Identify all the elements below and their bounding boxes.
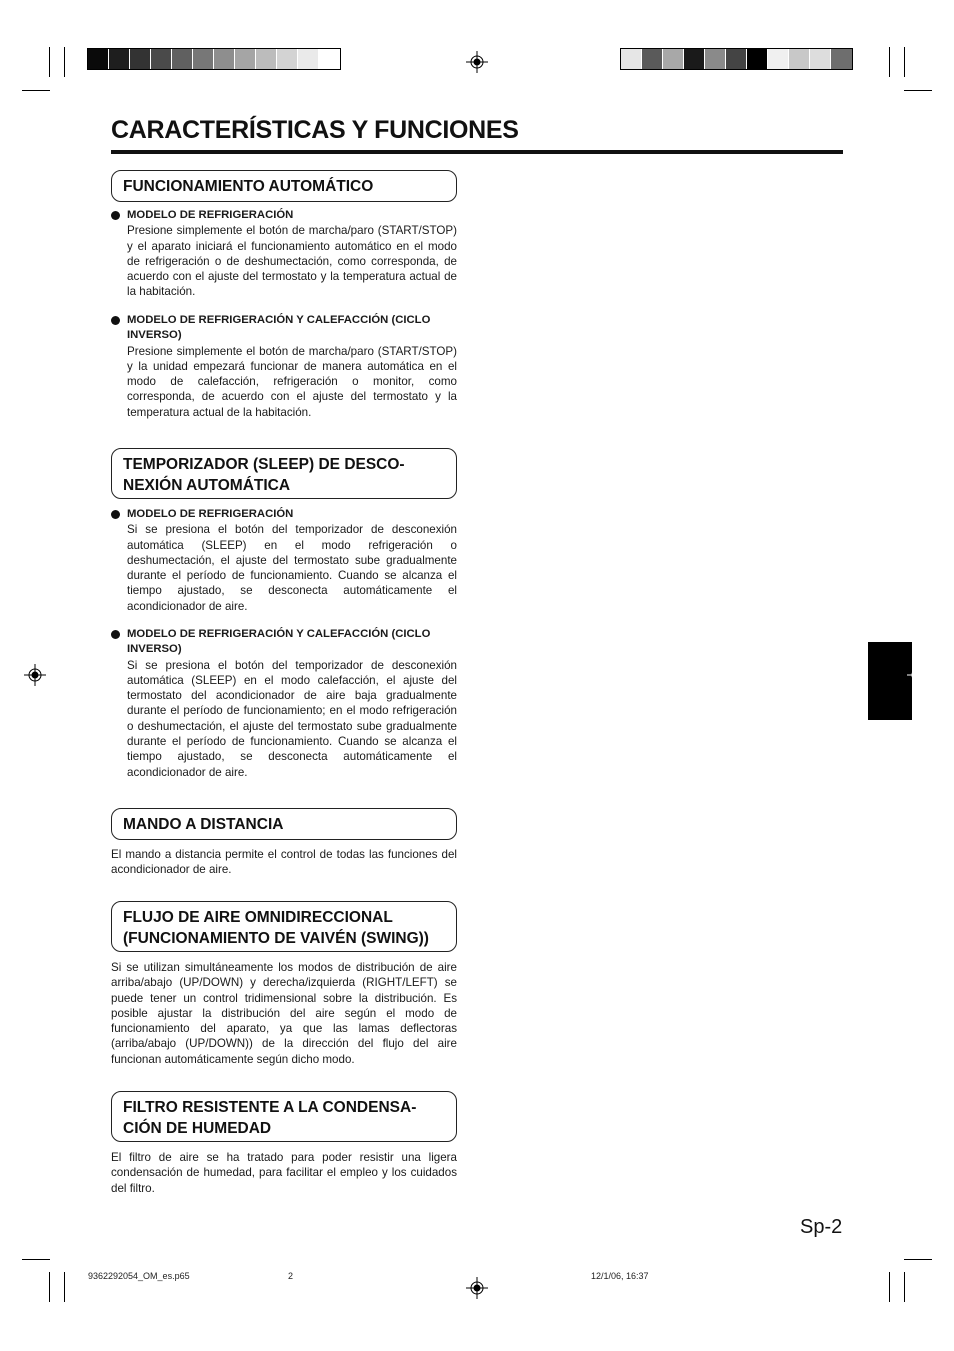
- color-swatch: [214, 49, 235, 69]
- crop-mark: [904, 90, 932, 91]
- section-heading-line: CIÓN DE HUMEDAD: [123, 1120, 272, 1137]
- color-swatch: [109, 49, 130, 69]
- section-heading-line: TEMPORIZADOR (SLEEP) DE DESCO-: [123, 456, 405, 473]
- bullet-heading: [111, 313, 457, 344]
- bullet-dot-icon: [111, 510, 120, 519]
- registration-mark-icon: [466, 1277, 488, 1299]
- color-swatch: [642, 49, 663, 69]
- crop-mark: [22, 1259, 50, 1260]
- bullet-heading-text: MODELO DE REFRIGERACIÓN: [127, 209, 294, 221]
- color-swatch: [130, 49, 151, 69]
- color-swatch: [256, 49, 277, 69]
- bullet-item: [111, 313, 457, 420]
- page-number: Sp-2: [800, 1216, 843, 1238]
- registration-mark-icon: [907, 664, 929, 686]
- section-heading-line: NEXIÓN AUTOMÁTICA: [123, 477, 291, 494]
- footer-date: 12/1/06, 16:37: [591, 1271, 649, 1281]
- side-tab-marker: [868, 642, 912, 720]
- bullet-heading: [111, 627, 457, 658]
- crop-mark: [49, 1272, 50, 1302]
- color-swatch: [88, 49, 109, 69]
- crop-mark: [889, 1272, 890, 1302]
- footer-filename: 9362292054_OM_es.p65: [88, 1271, 190, 1281]
- color-swatch: [277, 49, 298, 69]
- section-heading-sleep-timer: [111, 448, 457, 499]
- color-swatch: [172, 49, 193, 69]
- color-swatch: [810, 49, 831, 69]
- bullet-heading-text: MODELO DE REFRIGERACIÓN Y CALEFACCIÓN (CICLO INVERSO): [127, 314, 431, 342]
- crop-mark: [889, 47, 890, 77]
- registration-mark-icon: [466, 51, 488, 73]
- section-heading-automatic-operation: [111, 170, 457, 202]
- crop-mark: [49, 47, 50, 77]
- bullet-heading: [111, 208, 457, 223]
- crop-mark: [904, 47, 905, 77]
- section-heading-line: MANDO A DISTANCIA: [123, 816, 284, 833]
- bullet-body: Presione simplemente el botón de marcha/paro (START/STOP) y la unidad empezará funcionar de manera automática en el modo de calefacción, refrigeración o monitor, como corresponda, de acuerdo con el ajuste del termostato y la temperatura actual de la habitación.: [127, 344, 457, 419]
- section-heading-airflow: [111, 901, 457, 952]
- color-swatch: [705, 49, 726, 69]
- color-swatch: [235, 49, 256, 69]
- section-text-airflow: Si se utilizan simultáneamente los modos de distribución de aire arriba/abajo (UP/DOWN) y derecha/izquierda (RIGHT/LEFT) se puede tener un control tridimensional sobre la distribución. Es posible ajustar la distribución del aire según el modo de funcionamiento del aparato, ya que las lamas deflectoras (arriba/abajo (UP/DOWN)) de la dirección del flujo del aire funcionan automáticamente según dicho modo.: [111, 961, 457, 1066]
- color-swatch: [789, 49, 810, 69]
- bullet-body: Presione simplemente el botón de marcha/paro (START/STOP) y el aparato iniciará el funcionamiento automático en el modo de refrigeración o de deshumectación, como corresponda, de acuerdo con el ajuste del termostato y la temperatura actual de la habitación.: [127, 224, 457, 299]
- color-swatch: [319, 49, 340, 69]
- section-heading-filter: [111, 1091, 457, 1142]
- color-swatch: [193, 49, 214, 69]
- bullet-body: Si se presiona el botón del temporizador de desconexión automática (SLEEP) en el modo refrigeración o deshumectación, el ajuste del termostato sube gradualmente durante el período de funcionamiento. Cuando se alcanza el tiempo ajustado, se desconecta automáticamente el acondicionador de aire.: [127, 523, 457, 613]
- page-title: CARACTERÍSTICAS Y FUNCIONES: [111, 116, 519, 144]
- bullet-heading: [111, 507, 457, 522]
- color-swatch: [684, 49, 705, 69]
- footer-page: 2: [288, 1271, 294, 1281]
- bullet-item: [111, 208, 457, 300]
- crop-mark: [904, 1259, 932, 1260]
- bullet-heading-text: MODELO DE REFRIGERACIÓN Y CALEFACCIÓN (CICLO INVERSO): [127, 628, 431, 656]
- color-swatch: [726, 49, 747, 69]
- title-rule: [111, 150, 843, 154]
- registration-mark-icon: [24, 664, 46, 686]
- bullet-dot-icon: [111, 316, 120, 325]
- color-swatch: [768, 49, 789, 69]
- bullet-body: Si se presiona el botón del temporizador de desconexión automática (SLEEP) en el modo calefacción, el ajuste del termostato del acondicionador de aire baja gradualmente durante el período de funcionamiento; en el modo refrigeración o deshumectación, el ajuste del termostato sube gradualmente durante el período de funcionamiento. Cuando se alcanza el tiempo ajustado, se desconecta automáticamente el acondicionador de aire.: [127, 658, 457, 779]
- color-swatch: [663, 49, 684, 69]
- crop-mark: [64, 47, 65, 77]
- color-calibration-bar-left: [87, 48, 341, 70]
- bullet-dot-icon: [111, 211, 120, 220]
- section-heading-line: FLUJO DE AIRE OMNIDIRECCIONAL: [123, 909, 393, 926]
- section-text-filter: El filtro de aire se ha tratado para poder resistir una ligera condensación de humedad, para facilitar el empleo y los cuidados del filtro.: [111, 1151, 457, 1195]
- color-swatch: [151, 49, 172, 69]
- crop-mark: [64, 1272, 65, 1302]
- bullet-heading-text: MODELO DE REFRIGERACIÓN: [127, 508, 294, 520]
- color-calibration-bar-right: [620, 48, 853, 70]
- bullet-item: [111, 627, 457, 780]
- section-heading-line: FUNCIONAMIENTO AUTOMÁTICO: [123, 178, 374, 195]
- color-swatch: [621, 49, 642, 69]
- crop-mark: [22, 90, 50, 91]
- crop-mark: [904, 1272, 905, 1302]
- bullet-dot-icon: [111, 630, 120, 639]
- section-heading-remote-control: [111, 808, 457, 840]
- section-text-remote-control: El mando a distancia permite el control de todas las funciones del acondicionador de aire.: [111, 848, 457, 877]
- section-heading-line: FILTRO RESISTENTE A LA CONDENSA-: [123, 1099, 417, 1116]
- color-swatch: [747, 49, 768, 69]
- section-heading-line: (FUNCIONAMIENTO DE VAIVÉN (SWING)): [123, 930, 429, 947]
- color-swatch: [298, 49, 319, 69]
- color-swatch: [831, 49, 852, 69]
- bullet-item: [111, 507, 457, 614]
